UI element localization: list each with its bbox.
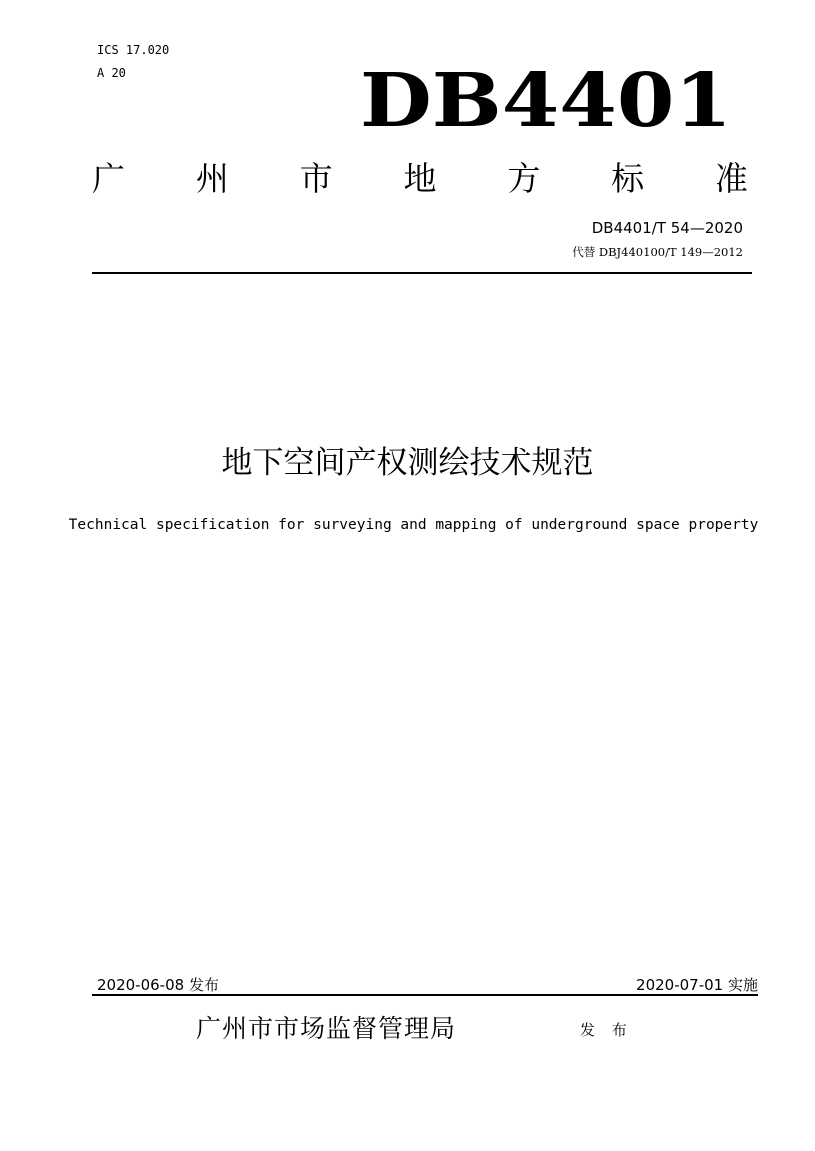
- standard-type-char: 准: [714, 159, 748, 198]
- title-english: Technical specification for surveying and mapping of underground space property: [68, 517, 759, 533]
- standard-type-char: 市: [299, 159, 333, 198]
- standard-logo: [360, 58, 732, 144]
- ccs-code: A 20: [97, 66, 126, 80]
- issue-date: 2020-06-08 发布: [97, 976, 219, 994]
- logo-text: DB4401: [360, 58, 732, 144]
- replaces-standard: 代替 DBJ440100/T 149—2012: [572, 245, 743, 259]
- standard-type-char: 标: [611, 159, 645, 198]
- standard-type-char: 广: [92, 159, 125, 198]
- standard-type: [92, 156, 748, 202]
- header-divider: [92, 272, 752, 274]
- ics-code: ICS 17.020: [97, 43, 170, 57]
- standard-type-char: 方: [507, 159, 541, 198]
- issue-label: 发 布: [580, 1021, 633, 1039]
- standard-type-char: 州: [195, 159, 229, 198]
- standard-type-char: 地: [403, 159, 437, 198]
- title-chinese: 地下空间产权测绘技术规范: [221, 445, 594, 481]
- footer-divider: [92, 994, 758, 996]
- issuing-authority: 广州市市场监督管理局: [196, 1014, 457, 1043]
- standard-number: DB4401/T 54—2020: [591, 219, 743, 237]
- implementation-date: 2020-07-01 实施: [636, 976, 758, 994]
